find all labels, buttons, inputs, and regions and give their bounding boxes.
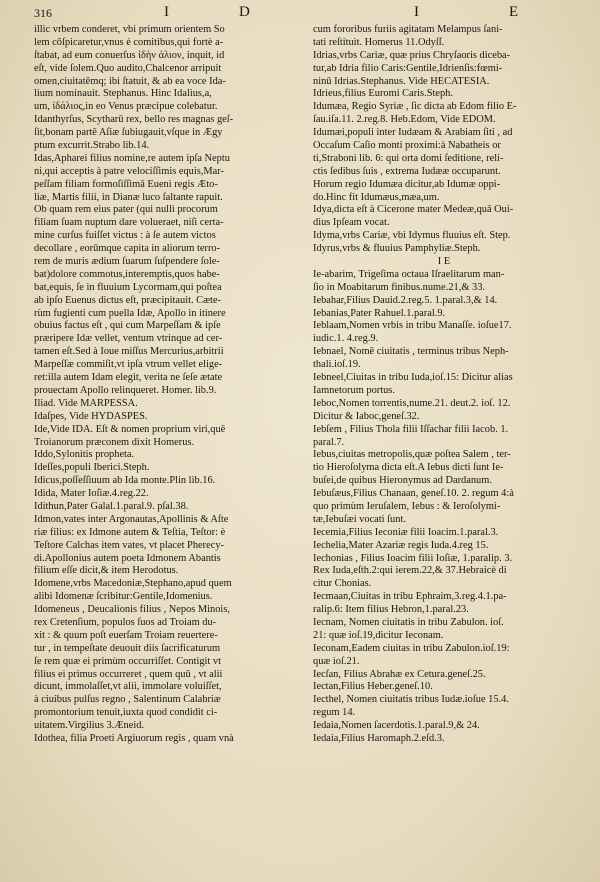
text-line: Iebſem , Filius Thola filii Iſſachar filii Iacob. 1. [313,423,509,435]
text-line: Iechelia,Mater Azariæ regis Iuda.4.reg 15. [313,539,489,551]
text-line: Iechonias , Filius Ioacim filii Ioſiæ, 1.paralip. 3. [313,552,513,564]
text-line: alibi Idomenæ ſcribitur:Gentile,Idomenius. [34,591,213,603]
text-line: decollare , eorūmque capita in aliorum terro- [34,243,221,255]
text-line: Iliad. Vide MARPESSA. [34,397,138,409]
text-line: Idicus,poſſeſſiuum ab Ida monte.Plin lib.16. [34,475,216,487]
text-line: ſio in Moabitarum finibus.nume.21,& 33. [313,281,486,293]
text-line: uitatem.Virgilius 3.Æneid. [34,720,145,732]
text-line: 21: quæ ioſ.19,dicitur Ieconam. [313,629,444,641]
text-line: Iecnam, Nomen ciuitatis in tribu Zabulon. ioſ. [313,616,504,628]
text-line: promontorium tenuit,iuxta quod condidit ci- [34,707,218,719]
text-line: tur,ab Idria filio Caris:Gentile,Idrienſis:fœmi- [313,62,503,74]
text-line: Ieboc,Nomen torrentis,nume.21. deut.2. ioſ. 12. [313,397,511,409]
text-line: filius ei primus occurreret , quem quū , vt alii [34,668,223,680]
text-line: Dicitur & Iaboc,geneſ.32. [313,410,420,422]
left-column [34,24,296,746]
text-line: Ieblaam,Nomen vrbis in tribu Manaſſe. ioſue17. [313,320,512,332]
text-line: Iecſan, Filius Abrahæ ex Cetura.geneſ.25. [313,668,486,680]
text-line: præripere Idæ vellet, ventum vtrinque ad cer- [34,333,223,345]
text-line: rùm fugienti cum puella Idæ, Apollo in itinere [34,307,226,319]
text-line: ptum excurrit.Strabo lib.14. [34,140,150,152]
text-line: dius Ipſeam vocat. [313,217,390,229]
text-line: ſau.iſa.11. 2.reg.8. Heb.Edom, Vide EDOM. [313,114,496,126]
text-line: Idothea, filia Proeti Argiuorum regis , quam vnà [34,732,234,744]
text-line: filiam ſuam nuptum dare volueraet, niſi certa- [34,217,224,229]
text-line: Iectan,Filius Heber.geneſ.10. [313,681,433,693]
text-line: obuius factus eſt , qui cum Marpeſſam & ipſe [34,320,221,332]
text-line: thali.ioſ.19. [313,359,361,371]
text-line: ſe rem quæ ei primùm occurriſſet. Contigit vt [34,655,221,667]
text-line: Idithun,Pater Galal.1.paral.9. pſal.38. [34,500,189,512]
text-line: cum fororibus furiis agitatam Melampus ſani- [313,24,503,35]
text-line: Ide,Vide IDA. Eſt & nomen proprium viri,quē [34,423,226,435]
text-line: Iebanias,Pater Rahuel.1.paral.9. [313,307,446,319]
text-line: tæ,Iebuſæi vocati ſunt. [313,513,406,525]
text-line: mine curſus fuiſſet victus : à ſe autem victos [34,230,216,242]
text-line: I E [437,256,451,268]
text-line: Idya,dicta eſt à Cicerone mater Medeæ,quā Oui- [313,204,514,216]
text-line: riæ filius: ex Idmone autem & Teſtia, Teſtor: è [34,526,226,538]
text-line: um, ἰδάλιος,in eo Venus præcipue colebatur. [34,101,218,113]
page-number: 316 [34,6,52,20]
text-line: filium eſſe dicit,& item Herodotus. [34,565,179,577]
text-line: Idas,Apharei filius nomine,re autem ipſa Neptu [34,152,230,164]
text-line: ſtabat, ad eum conuerſus ἰδὴν ἁλιον, inquit, id [34,49,225,61]
text-line: bat,equis, ſe in fluuium Lycormam,qui poſtea [34,281,222,293]
text-line: quo primùm Ieruſalem, Iebus : & Ieroſolymi- [313,500,501,512]
text-line: Idyma,vrbs Cariæ, vbi Idymus fluuius eſt. Step. [313,230,511,242]
text-line: rex Cretenſium, populos ſuos ad Troiam du- [34,616,217,628]
text-line: Idrias,vrbs Cariæ, quæ prius Chryſaoris diceba- [313,49,511,61]
text-line: Idumæi,populi inter Iudæam & Arabiam ſiti , ad [313,127,513,139]
text-line: ab ipſo Euenus dictus eſt, præcipitauit. Cæte- [34,294,222,306]
text-line: Ideſſes,populi Iberici.Steph. [34,462,150,474]
text-line: quæ ioſ.21. [313,655,360,667]
text-line: tati reſtituit. Homerus 11.Odyſſ. [313,36,445,48]
text-line: omen,ciuitatēmq; ibi ſtatuit, & ab ea voce Ida- [34,75,226,87]
text-line: Idaſpes, Vide HYDASPES. [34,410,148,422]
text-line: Idmon,vates inter Argonautas,Apollinis & Aſte [34,513,229,525]
text-line: tamen eſt.Sed à Ioue miſſus Mercurius,arbitrii [34,346,224,358]
text-line: Ie-abarim, Trigeſima octaua Iſraelitarum man- [313,268,505,280]
text-line: ninū Idrias.Stephanus. Vide HECATESIA. [313,75,490,87]
text-line: prouectam Apollo relinqueret. Homer. lib.9. [34,384,217,396]
header-letter-right-1: I [414,4,421,20]
text-line: Idrieus,filius Euromi Caris.Steph. [313,88,453,100]
text-line: dicunt, immolaſſet,vt alii, immolare voluiſſet, [34,681,222,693]
text-line: Iebus,ciuitas metropolis,quæ poſtea Salem , ter- [313,449,511,461]
running-header [34,4,570,26]
text-line: Idida, Mater Ioſiæ.4.reg.22. [34,488,149,500]
text-line: tur , in tempeſtate deuouit diis ſacrificaturum [34,642,221,654]
text-line: eſt, vide ſolem.Quo audito,Chalcenor arripuit [34,62,222,74]
text-line: Iedaia,Filius Haromaph.2.eſd.3. [313,732,445,744]
text-line: illic vrbem conderet, vbi primum orientem So [34,24,225,35]
header-letter-right-2: E [509,4,521,20]
text-line: Iedaia,Nomen ſacerdotis.1.paral.9,& 24. [313,720,480,732]
text-line: Idomeneus , Deucalionis filius , Nepos Minois, [34,604,230,616]
header-letter-left-2: D [239,4,252,20]
text-line: buſei,de quibus Hieronymus ad Dardanum. [313,475,492,487]
text-line: peſſam filiam formoſiſſimā Eueni regis Æto- [34,178,218,190]
text-line: Iebuſæus,Filius Chanaan, geneſ.10. 2. regum 4:à [313,488,514,500]
text-line: tio Hieroſolyma dicta eſt.A Iebus dicti ſunt Ie- [313,462,504,474]
text-line: lem cōſpicaretur,vnus è comitibus,qui fortè a- [34,36,224,48]
text-line: Horum regio Idumæa dicitur,ab Idumæ oppi- [313,178,501,190]
text-line: liæ, Martis filii, in Dianæ luco ſaltante rapuit. [34,191,223,203]
text-line: Iebahar,Filius Dauid.2.reg.5. 1.paral.3,& 14. [313,294,498,306]
text-line: Idomene,vrbs Macedoniæ,Stephano,apud quem [34,578,232,590]
text-line: ni,qui acceptis à patre velociſſimis equis,Mar- [34,165,224,177]
text-line: Ieconam,Eadem ciuitas in tribu Zabulon.ioſ.19: [313,642,510,654]
text-line: bat)dolore commotus,interemptis,quos habe- [34,268,220,280]
text-line: Idyrus,vrbs & fluuius Pamphyliæ.Steph. [313,243,481,255]
text-line: Occaſum Caſio monti proximi:à Nabatheis or [313,140,501,152]
text-line: Iddo,Sylonitis propheta. [34,449,135,461]
text-line: do.Hinc fit Idumæus,mæa,um. [313,191,440,203]
text-line: ret:illa autem Idam elegit, verita ne ſeſe ætate [34,372,223,384]
text-line: Rex Iuda,eſth.2:qui ierem.22,& 37.Hebraicè di [313,565,507,577]
header-letter-left-1: I [164,4,171,20]
text-line: paral.7. [313,436,345,448]
text-line: Iamnetorum portus. [313,384,395,396]
text-line: regum 14. [313,707,356,719]
text-line: citur Chonias. [313,578,372,590]
text-line: ralip.6: Item filius Hebron,1.paral.23. [313,604,469,616]
text-line: Teſtore Calchas item vates, vt placet Pherecy- [34,539,224,551]
text-line: Iecthel, Nomen ciuitatis tribus Iudæ.ioſue 15.4. [313,694,509,706]
text-line: lium nominauit. Stephanus. Hinc Idalius,a, [34,88,212,100]
text-line: Ob quam rem eius pater (qui nulli procorum [34,204,218,216]
text-line: Idanthyrſus, Scytharū rex, bello res magnas geſ- [34,114,234,126]
text-line: à ciuibus pulſus regno , Salentinum Calabriæ [34,694,221,706]
text-line: Marpeſſæ commiſit,vt ipſa vtrum vellet elige- [34,359,223,371]
text-line: Troianorum præconem dixit Homerus. [34,436,195,448]
text-line: di.Apollonius autem poeta Idmonem Abantis [34,552,221,564]
text-line: rem de muris ædium ſuarum ſuſpendere ſole- [34,256,220,268]
text-line: xit : & quum poſt euerſam Troiam reuertere- [34,629,218,641]
text-line: Iecemia,Filius Ieconiæ filii Ioacim.1.paral.3. [313,526,499,538]
text-line: ti,Straboni lib. 6: qui orta domi ſeditione, reli- [313,152,504,164]
text-line: ſit,bonam partē Aſiæ ſubiugauit,vſque in Ægy [34,127,223,139]
text-line: Idumæa, Regio Syriæ , ſic dicta ab Edom filio E- [313,101,517,113]
text-line: ctis ſedibus ſuis , extrema Iudææ occuparunt. [313,165,501,177]
text-line: Iebneel,Ciuitas in tribu Iuda,ioſ.15: Dicitur alias [313,372,513,384]
right-column [313,24,575,746]
text-line: iudic.1. 4.reg.9. [313,333,379,345]
text-line: Iebnael, Nomē ciuitatis , terminus tribus Neph- [313,346,509,358]
text-line: Iecmaan,Ciuitas in tribu Ephraim,3.reg.4.1.pa- [313,591,507,603]
